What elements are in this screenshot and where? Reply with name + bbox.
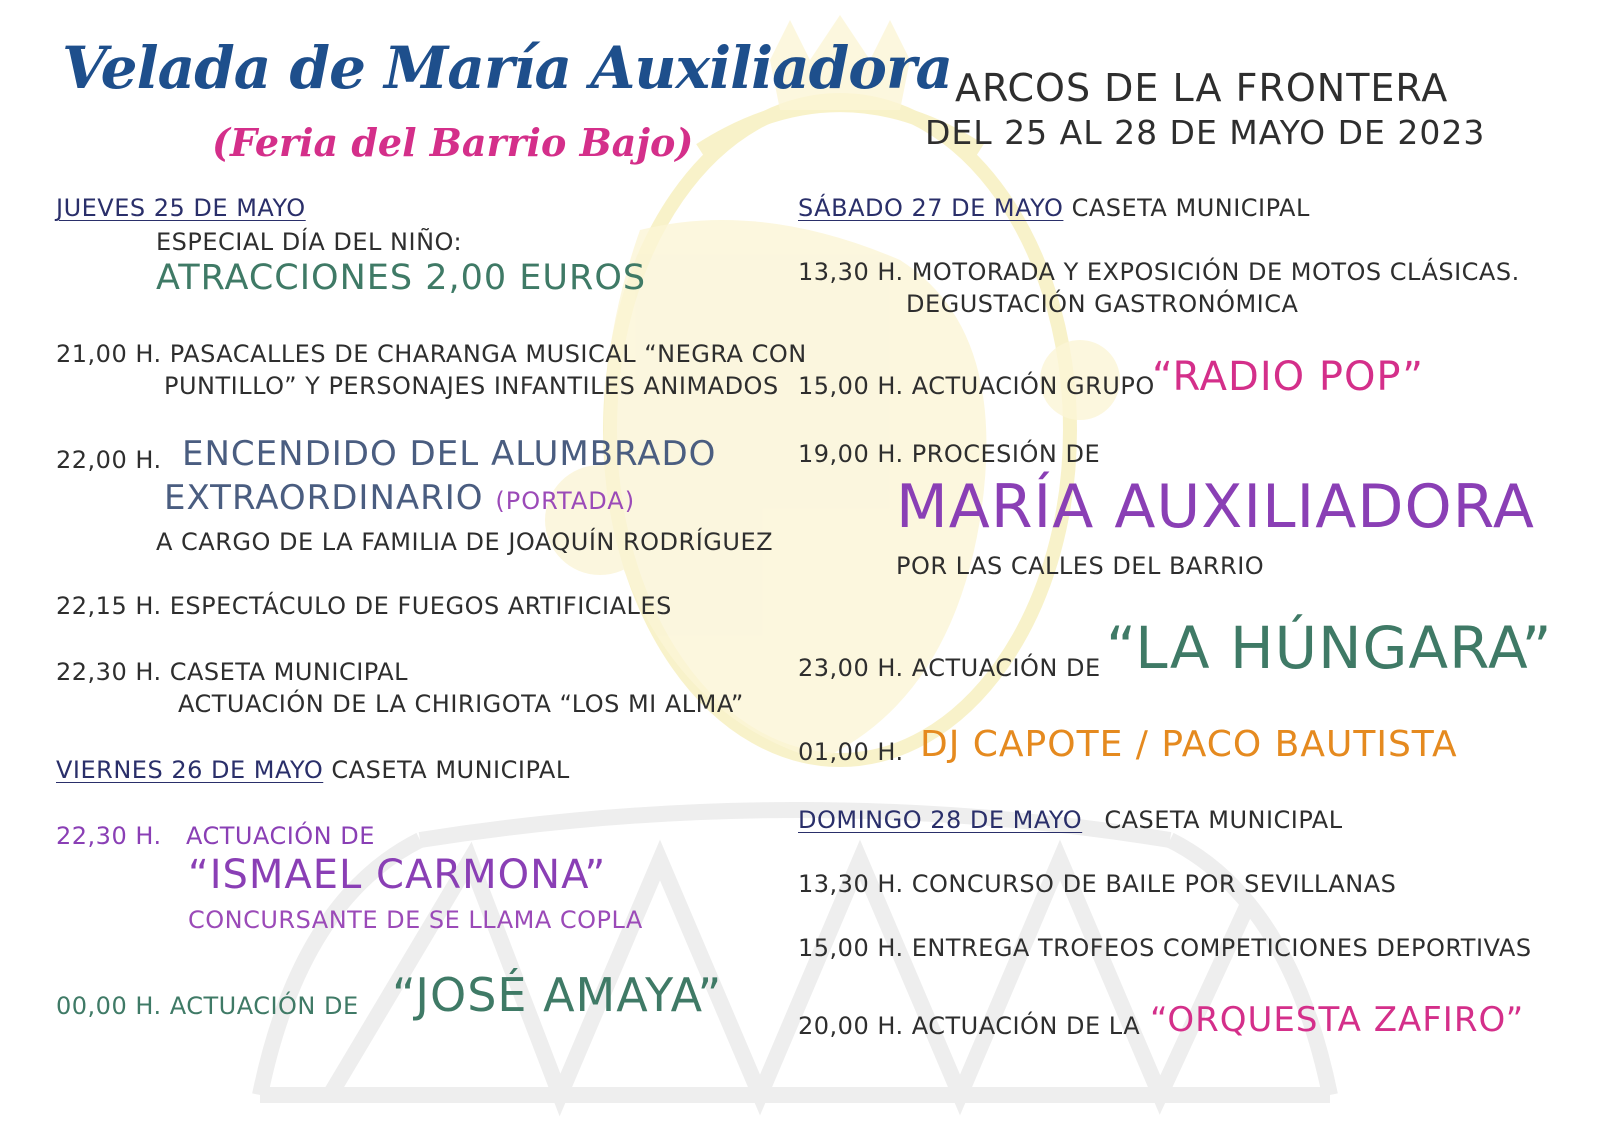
event-title: Velada de María Auxiliadora <box>62 34 953 102</box>
event-sevillanas: 13,30 H. CONCURSO DE BAILE POR SEVILLANAS <box>798 870 1397 898</box>
event-subtitle: (Feria del Barrio Bajo) <box>212 120 694 165</box>
atracciones-price: ATRACCIONES 2,00 EUROS <box>156 258 647 298</box>
event-motorada-line2: DEGUSTACIÓN GASTRONÓMICA <box>906 290 1299 318</box>
event-radiopop-line: 15,00 H. ACTUACIÓN GRUPO <box>798 372 1155 400</box>
event-zafiro-name: “ORQUESTA ZAFIRO” <box>1150 1000 1525 1040</box>
day-row-domingo <box>798 806 1343 834</box>
event-amaya-name: “JOSÉ AMAYA” <box>392 968 723 1022</box>
event-fuegos: 22,15 H. ESPECTÁCULO DE FUEGOS ARTIFICIALES <box>56 592 672 620</box>
date-range: DEL 25 AL 28 DE MAYO DE 2023 <box>925 113 1486 152</box>
especial-dia-nino: ESPECIAL DÍA DEL NIÑO: <box>156 228 463 256</box>
event-ismael-note: CONCURSANTE DE SE LLAMA COPLA <box>188 906 643 934</box>
event-pasacalles-line1 <box>56 340 807 368</box>
event-desc: PASACALLES DE CHARANGA MUSICAL “NEGRA CON <box>169 340 807 368</box>
event-motorada-line1: 13,30 H. MOTORADA Y EXPOSICIÓN DE MOTOS CLÁSICAS. <box>798 258 1520 286</box>
domingo-place: CASETA MUNICIPAL <box>1104 806 1343 834</box>
event-procesion-note: POR LAS CALLES DEL BARRIO <box>896 552 1265 580</box>
event-pasacalles-line2: PUNTILLO” Y PERSONAJES INFANTILES ANIMADOS <box>164 372 779 400</box>
viernes-place: CASETA MUNICIPAL <box>331 756 570 784</box>
day-heading-viernes: VIERNES 26 DE MAYO <box>56 756 324 784</box>
event-caseta-line1: 22,30 H. CASETA MUNICIPAL <box>56 658 409 686</box>
event-dj-name: DJ CAPOTE / PACO BAUTISTA <box>920 724 1458 765</box>
day-heading-sabado: SÁBADO 27 DE MAYO <box>798 194 1064 222</box>
alumbrado-extraordinario: EXTRAORDINARIO <box>164 478 484 518</box>
event-amaya-line: 00,00 H. ACTUACIÓN DE <box>56 992 359 1020</box>
event-radiopop-name: “RADIO POP” <box>1152 354 1425 400</box>
event-alumbrado-title: ENCENDIDO DEL ALUMBRADO <box>182 434 717 474</box>
event-trofeos: 15,00 H. ENTREGA TROFEOS COMPETICIONES DEPORTIVAS <box>798 934 1532 962</box>
day-heading-domingo: DOMINGO 28 DE MAYO <box>798 806 1083 834</box>
event-hungara-name: “LA HÚNGARA” <box>1106 614 1553 682</box>
event-hungara-line: 23,00 H. ACTUACIÓN DE <box>798 654 1101 682</box>
event-time: 21,00 H. <box>56 340 162 368</box>
event-ismael-line: 22,30 H. ACTUACIÓN DE <box>56 822 375 850</box>
event-alumbrado-title-2 <box>164 478 635 518</box>
location-heading: ARCOS DE LA FRONTERA <box>955 66 1449 110</box>
event-zafiro-line: 20,00 H. ACTUACIÓN DE LA <box>798 1012 1141 1040</box>
event-chirigota: ACTUACIÓN DE LA CHIRIGOTA “LOS MI ALMA” <box>178 690 744 718</box>
event-procesion-name: MARÍA AUXILIADORA <box>896 472 1535 542</box>
event-procesion-line: 19,00 H. PROCESIÓN DE <box>798 440 1101 468</box>
event-alumbrado-note: A CARGO DE LA FAMILIA DE JOAQUÍN RODRÍGUEZ <box>156 528 774 556</box>
day-row-viernes <box>56 756 570 784</box>
alumbrado-portada: (PORTADA) <box>495 487 636 515</box>
event-dj-time: 01,00 H. <box>798 738 904 766</box>
event-ismael-name: “ISMAEL CARMONA” <box>188 852 607 898</box>
sabado-place: CASETA MUNICIPAL <box>1071 194 1310 222</box>
day-row-sabado <box>798 194 1310 222</box>
day-heading-jueves: JUEVES 25 DE MAYO <box>56 194 306 222</box>
event-alumbrado-time: 22,00 H. <box>56 446 162 474</box>
